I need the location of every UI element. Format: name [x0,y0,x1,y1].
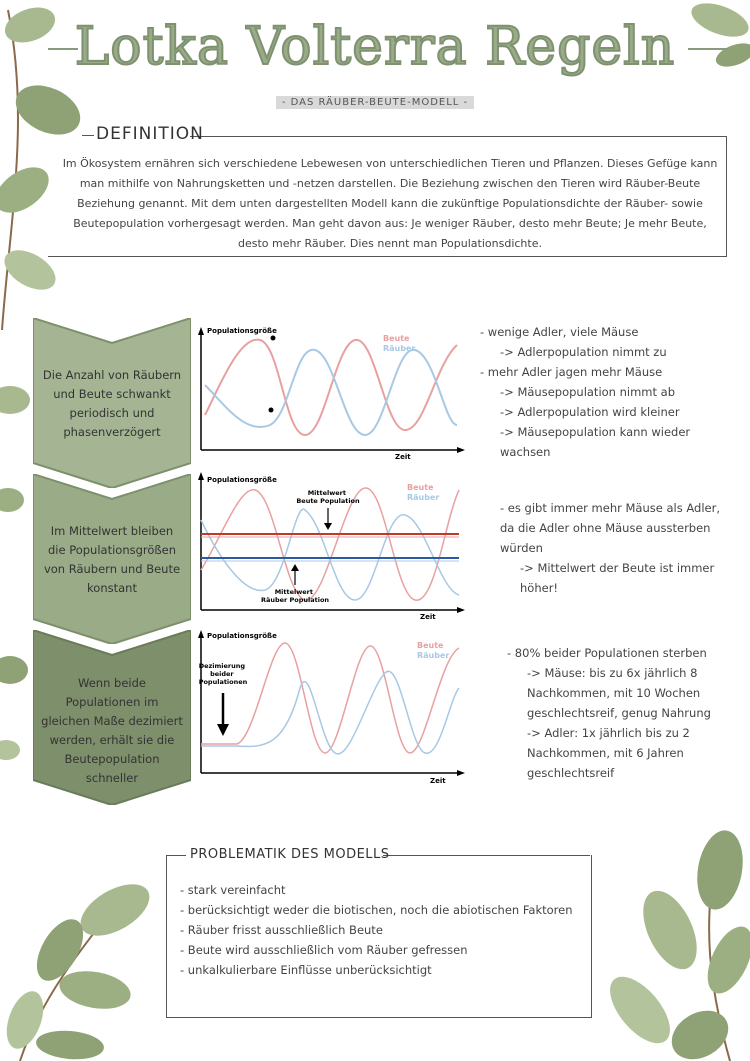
definition-heading-rule [82,135,94,136]
rule-1-note: -> Mäusepopulation nimmt ab [500,385,676,399]
rule-1-chevron [33,318,191,488]
problems-item: - unkalkulierbare Einflüsse unberücksichtigt [180,963,432,977]
chart-1-marker-top [271,336,276,341]
chart-1-predator-curve [205,350,457,435]
rule-3-note: - 80% beider Populationen sterben [507,646,707,660]
leaf-decoration-bottom-left [0,870,170,1061]
chart-1-legend-prey: Beute [383,334,410,343]
rule-1-label: Die Anzahl von Räubern und Beute schwankt periodisch und phasenverzögert [42,368,182,439]
rule-2-note: -> Mittelwert der Beute ist immer höher! [520,561,715,595]
chart-decimation [195,628,465,788]
rule-3-chevron [33,630,191,800]
definition-text: Im Ökosystem ernähren sich verschiedene Lebewesen von unterschiedlichen Tieren und Pflanzen. Dieses Gefüge kann man mithilfe von Nahrungsketten und -netzen darstellen. Die Beziehung zwischen den Tieren wird Räuber-Beute Beziehung genannt. Mit dem unten dargestellten Modell kann die zukünftige Populationsdichte der Räuber- sowie Beutepopulation vorhergesagt werden. Man geht davon aus: Je weniger Räuber, desto mehr Beute; Je mehr Beute, desto mehr Räuber. Dies nennt man Populationsdichte. [62,157,718,250]
rule-2-notes [500,498,730,598]
chart-2-legend-predator: Räuber [407,493,440,502]
rule-1-note: - wenige Adler, viele Mäuse [480,325,639,339]
chart-1-marker-bottom [269,408,274,413]
problems-item: - Beute wird ausschließlich vom Räuber gefressen [180,943,468,957]
page-subtitle: - DAS RÄUBER-BEUTE-MODELL - [0,97,750,108]
chart-1-ylabel: Populationsgröße [207,327,277,335]
page-title: Lotka Volterra Regeln [74,17,676,77]
problems-item: - Räuber frisst ausschließlich Beute [180,923,383,937]
chart-mean-values [195,470,465,620]
chart-3-annot-decimation: Dezimierung beider Populationen [198,662,248,686]
rule-1-note: - mehr Adler jagen mehr Mäuse [480,365,663,379]
problems-item: - berücksichtigt weder die biotischen, noch die abiotischen Faktoren [180,903,573,917]
rule-1-notes [480,322,730,462]
rule-1-note: -> Adlerpopulation nimmt zu [500,345,667,359]
chart-2-xlabel: Zeit [420,613,436,620]
problems-list [180,880,573,980]
chart-3-ylabel: Populationsgröße [207,632,277,640]
rule-3-note: -> Mäuse: bis zu 6x jährlich 8 Nachkommen, mit 10 Wochen geschlechtsreif, genug Nahrung [527,666,711,720]
chart-3-predator-curve [237,671,459,754]
definition-box-top-rule [190,136,726,137]
chart-oscillation [195,325,465,465]
chart-3-legend-prey: Beute [417,641,444,650]
rule-1-note: -> Adlerpopulation wird kleiner [500,405,680,419]
rule-3-note: -> Adler: 1x jährlich bis zu 2 Nachkommen, mit 6 Jahren geschlechtsreif [527,726,690,780]
chart-2-predator-curve [201,509,459,600]
rule-3-notes [507,643,727,783]
problems-heading: PROBLEMATIK DES MODELLS [190,847,390,862]
problems-item: - stark vereinfacht [180,883,286,897]
chart-1-legend-predator: Räuber [383,344,416,353]
chart-2-legend-prey: Beute [407,483,434,492]
chart-1-xlabel: Zeit [395,453,411,461]
rule-2-label: Im Mittelwert bleiben die Populationsgrößen von Räubern und Beute konstant [43,524,181,595]
chart-3-xlabel: Zeit [430,777,446,785]
chart-3-legend-predator: Räuber [417,651,450,660]
rule-3-label: Wenn beide Populationen im gleichen Maße dezimiert werden, erhält sie die Beutepopulation schneller [41,676,183,785]
problems-box-top-rule-left [166,855,186,856]
leaf-decoration-bottom-right [580,830,750,1061]
chart-2-annot-mean-prey: Mittelwert Beute Population [296,489,360,505]
rule-2-note: - es gibt immer mehr Mäuse als Adler, da die Adler ohne Mäuse aussterben würden [500,501,720,555]
problems-box-top-rule-right [383,855,590,856]
chart-2-annot-mean-predator: Mittelwert Räuber Population [260,588,330,604]
rule-1-note: -> Mäusepopulation kann wieder wachsen [500,425,691,459]
rule-2-chevron [33,474,191,644]
chart-2-ylabel: Populationsgröße [207,476,277,484]
definition-heading: DEFINITION [96,124,204,144]
